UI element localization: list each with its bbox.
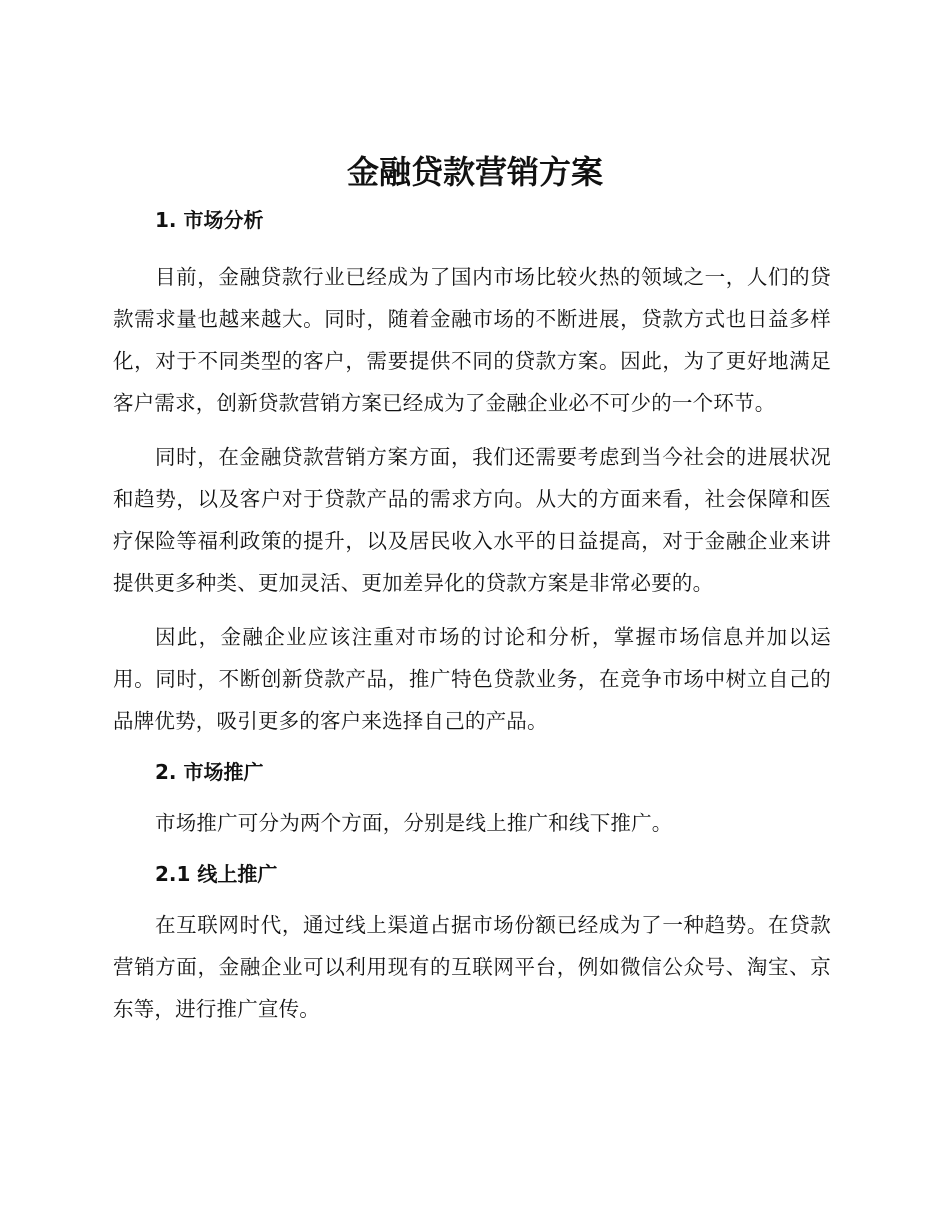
paragraph-market-analysis-1: 目前，金融贷款行业已经成为了国内市场比较火热的领域之一，人们的贷款需求量也越来越大。同时，随着金融市场的不断进展，贷款方式也日益多样化，对于不同类型的客户，需要提供不同的贷款方案。因此，为了更好地满足客户需求，创新贷款营销方案已经成为了金融企业必不可少的一个环节。 xyxy=(113,265,831,415)
section-heading-online-promotion: 2.1 线上推广 xyxy=(155,862,278,886)
paragraph-market-analysis-3: 因此，金融企业应该注重对市场的讨论和分析，掌握市场信息并加以运用。同时，不断创新贷款产品，推广特色贷款业务，在竞争市场中树立自己的品牌优势，吸引更多的客户来选择自己的产品。 xyxy=(113,625,831,733)
document-title: 金融贷款营销方案 xyxy=(346,153,603,191)
paragraph-market-promotion-1: 市场推广可分为两个方面，分别是线上推广和线下推广。 xyxy=(155,811,673,835)
section-heading-market-analysis: 1. 市场分析 xyxy=(155,208,264,232)
document-body xyxy=(113,200,831,1030)
paragraph-online-promotion-1: 在互联网时代，通过线上渠道占据市场份额已经成为了一种趋势。在贷款营销方面，金融企业可以利用现有的互联网平台，例如微信公众号、淘宝、京东等，进行推广宣传。 xyxy=(113,913,831,1021)
paragraph-market-analysis-2: 同时，在金融贷款营销方案方面，我们还需要考虑到当今社会的进展状况和趋势，以及客户对于贷款产品的需求方向。从大的方面来看，社会保障和医疗保险等福利政策的提升，以及居民收入水平的日益提高，对于金融企业来讲提供更多种类、更加灵活、更加差异化的贷款方案是非常必要的。 xyxy=(113,445,831,595)
section-heading-market-promotion: 2. 市场推广 xyxy=(155,760,264,784)
